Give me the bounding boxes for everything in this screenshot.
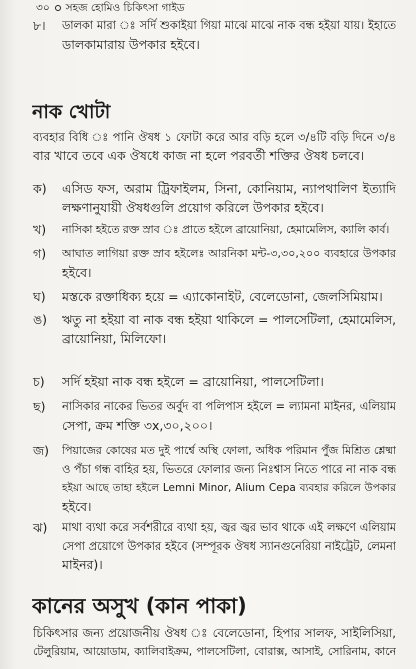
text-line: ব্রায়োনিয়া, মিলিফো।	[62, 330, 167, 346]
list-item	[33, 17, 396, 54]
text-line: ব্যবহার বিধি ঃ পানি ঔষধ ১ ফোটা করে আর বড়ি হলে ৩/৪টি বড়ি দিনে ৩/৪	[33, 130, 396, 144]
item-label: ৮।	[33, 18, 46, 33]
text-line: ডালকামারায় উপকার হইবে।	[62, 36, 200, 52]
item-label: গ)	[33, 246, 47, 261]
item-text	[62, 398, 396, 435]
list-item	[33, 519, 396, 575]
item-label: চ)	[33, 374, 45, 389]
item-label: ক)	[33, 181, 47, 196]
running-header	[36, 1, 396, 16]
item-text	[33, 128, 396, 165]
section-heading-ear: কানের অসুখ (কান পাকা)	[32, 594, 247, 618]
text-line: ঋতু না হইয়া বা নাক বন্ধ হইয়া থাকিলে = পালসেটিলা, হেমামেলিস,	[62, 313, 396, 327]
item-label: ঘ)	[33, 289, 46, 304]
list-item	[33, 373, 396, 392]
text-line: আঘাত লাগিয়া রক্ত স্রাব হইলেঃ আরনিকা মন্ট-৩,৩০,২০০ ব্যবহারে উপকার	[62, 247, 396, 260]
text-line: হইবে।	[62, 499, 92, 515]
usage-paragraph	[33, 128, 396, 165]
item-text	[62, 311, 396, 348]
item-text	[62, 288, 396, 307]
text-line: ডালকা মারা ঃ সর্দি শুকাইয়া গিয়া মাঝে মাঝে নাক বন্ধ হইয়া যায়। ইহাতে	[62, 19, 396, 32]
text-line: মাইনর)।	[62, 557, 103, 573]
list-item	[33, 442, 396, 517]
text-line: টেলুরিয়াম, আয়োডাম, ক্যালিবাইক্রম, পালসেটিলা, বোরাক্স, আসাই, সোরিনাম, কানে	[33, 644, 396, 658]
list-item	[33, 398, 396, 435]
text-line: লক্ষণানুযায়ী ঔষধগুলি প্রয়োগ করিলে উপকার হইবে।	[62, 199, 324, 215]
item-text	[62, 373, 396, 392]
page-number: ৩০	[36, 2, 50, 14]
item-text	[62, 221, 396, 240]
item-text	[62, 519, 396, 575]
item-text	[62, 17, 396, 54]
item-text	[62, 245, 396, 282]
text-line: মস্তকে রক্তাধিক্য হয়ে = এ্যাকোনাইট, বেলেডোনা, জেলসিমিয়াম।	[62, 289, 383, 304]
text-line: পিয়াজের কোষের মত দুই পার্শ্বে অস্থি ফোলা, অধিক পরিমান পুঁজ মিশ্রিত শ্লেষ্মা	[62, 444, 396, 457]
list-item	[33, 311, 396, 348]
list-item	[33, 180, 396, 217]
item-label: ছ)	[33, 399, 46, 414]
section-heading-nose: নাক খোটা	[32, 101, 111, 123]
text-line: সেপা, ক্রম শক্তি ৩x,৩০,২০০।	[62, 417, 213, 433]
list-item	[33, 245, 396, 282]
running-title: সহজ হোমিও চিকিৎসা গাইড	[65, 2, 185, 14]
text-line: মাথা ব্যথা করে সর্বশরীরে ব্যথা হয়, জ্বর জ্বর ভাব থাকে এই লক্ষণে এলিয়াম	[62, 521, 396, 534]
text-line: হইয়া আছে তাহা হইলে Lemni Minor, Alium Cepa ব্যবহার করিলে উপকার	[62, 482, 396, 495]
item-label: ঝ)	[33, 520, 48, 535]
text-line: সেপা প্রয়োগে উপকার হইবে (সম্পূরক ঔষধ স্যানগুনেরিয়া নাইট্রেট, লেমনা	[62, 539, 396, 553]
text-line: বার খাবে তবে এক ঔষধে কাজ না হলে পরবর্তী শক্তির ঔষধ চলবে।	[33, 147, 365, 163]
text-line: নাসিকা হইতে রক্ত স্রাব ঃ প্রাতে হইলে ব্রায়োনিয়া, হেমামেলিস, ক্যালি কার্ব।	[62, 223, 390, 236]
separator-dot	[55, 5, 61, 11]
text-line: হইবে।	[62, 264, 92, 280]
usage-paragraph	[33, 624, 396, 661]
item-label: ঙ)	[33, 312, 48, 327]
item-text	[62, 180, 396, 217]
item-label: খ)	[33, 222, 47, 237]
list-item	[33, 288, 396, 307]
text-line: সর্দি হইয়া নাক বন্ধ হইলে = ব্রায়োনিয়া, পালসেটিলা।	[62, 374, 324, 389]
item-text	[62, 442, 396, 517]
text-line: চিকিৎসার জন্য প্রয়োজনীয় ঔষধ ঃ বেলেডোনা, হিপার সালফ, সাইলিসিয়া,	[33, 626, 396, 640]
item-label: জ)	[33, 443, 50, 458]
text-line: নাসিকার নাকের ভিতর অর্বুদ বা পলিপাস হইলে = ল্যামনা মাইনর, এলিয়াম	[62, 400, 396, 413]
text-line: এসিড ফস, অরাম ট্রিফাইলম, সিনা, কোনিয়াম, ন্যাপথালিণ ইত্যাদি	[62, 181, 396, 196]
text-line: ও পঁচা গন্ধ বাহির হয়, ভিতরে ফোলার জন্য নিঃশ্বাস নিতে পারে না নাক বন্ধ	[62, 462, 396, 476]
list-item	[33, 221, 396, 240]
item-text	[33, 624, 396, 661]
